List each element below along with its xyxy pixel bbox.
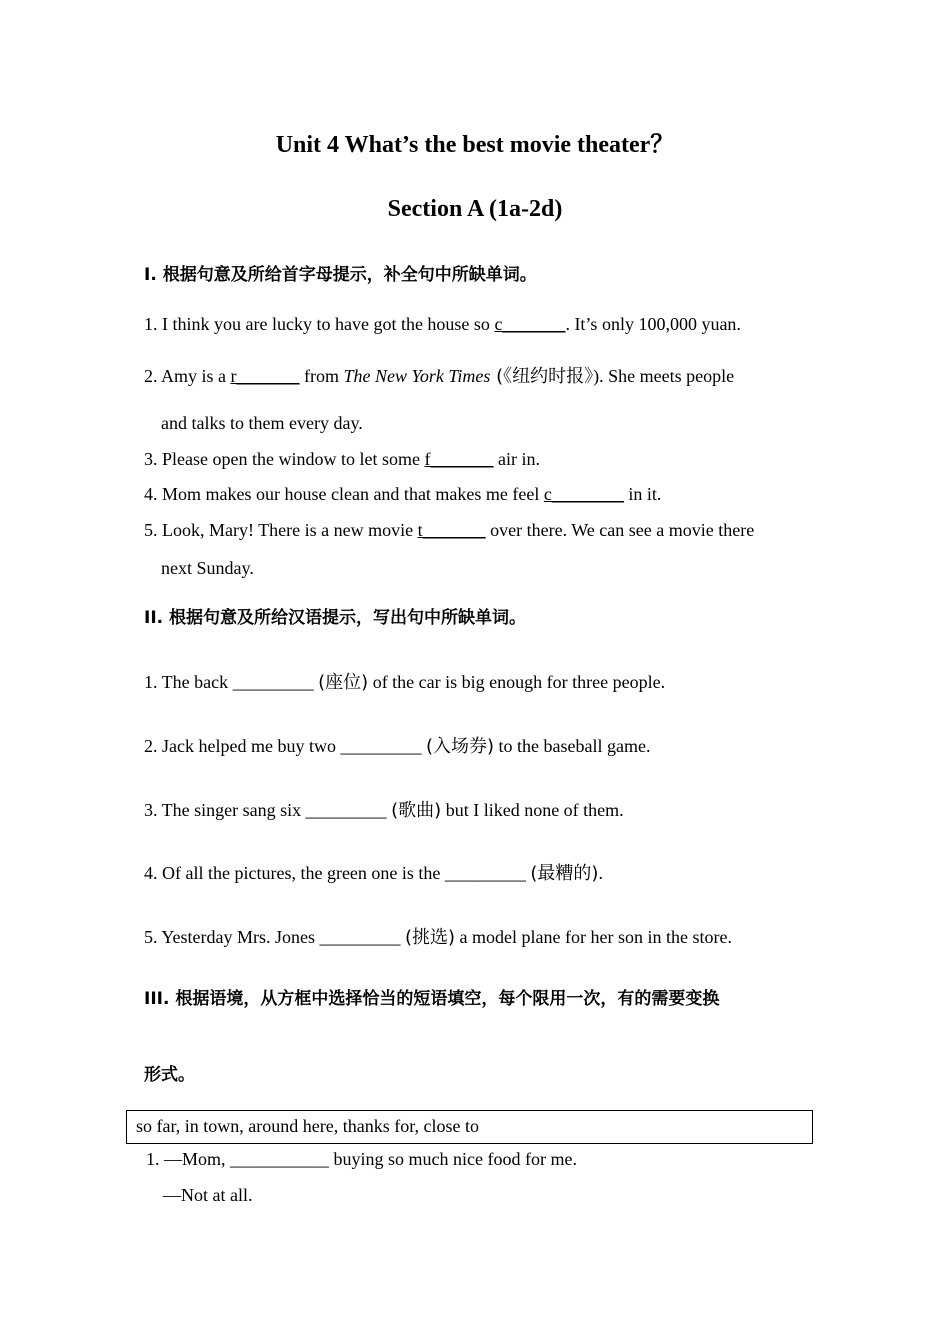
s1-question-4 <box>144 483 661 505</box>
section-3-heading-line-2: 形式。 <box>144 1065 195 1085</box>
s2-q1-chinese-hint: (座位) <box>318 672 369 693</box>
s1-q1-text-pre: 1. I think you are lucky to have got the house so <box>144 314 495 334</box>
s2-q2-text-pre: 2. Jack helped me buy two _________ <box>144 736 426 756</box>
s1-q5-text-pre: 5. Look, Mary! There is a new movie <box>144 520 418 540</box>
s1-q2-blank: r_______ <box>230 366 300 386</box>
s1-question-5 <box>144 519 754 541</box>
s1-q1-text-post: . It’s only 100,000 yuan. <box>565 314 741 334</box>
s2-q4-text-post: . <box>598 863 603 883</box>
page-title: Unit 4 What’s the best movie theater？ <box>275 132 675 158</box>
s1-q1-blank: c_______ <box>494 314 566 334</box>
s2-q3-text-pre: 3. The singer sang six _________ <box>144 800 392 820</box>
s2-q3-text-post: but I liked none of them. <box>441 800 624 820</box>
s1-question-5-line-2: next Sunday. <box>161 558 254 578</box>
s2-question-1 <box>144 671 665 694</box>
s1-q4-text-pre: 4. Mom makes our house clean and that makes me feel <box>144 484 544 504</box>
s2-q5-text-post: a model plane for her son in the store. <box>455 927 732 947</box>
s3-question-1-answer: —Not at all. <box>163 1185 253 1205</box>
s2-question-5 <box>144 926 732 949</box>
s1-q3-blank: f_______ <box>424 449 494 469</box>
phrase-box <box>126 1110 813 1144</box>
s2-q4-text-pre: 4. Of all the pictures, the green one is the _________ <box>144 863 531 883</box>
s2-q3-chinese-hint: (歌曲) <box>391 800 442 821</box>
s1-question-2 <box>144 365 734 388</box>
page-subtitle: Section A (1a-2d) <box>387 196 563 222</box>
s2-q5-text-pre: 5. Yesterday Mrs. Jones _________ <box>144 927 405 947</box>
s1-question-1 <box>144 313 741 335</box>
s1-q2-text-pre: 2. Amy is a <box>144 366 231 386</box>
s2-q5-chinese-hint: (挑选) <box>405 927 456 948</box>
s1-question-2-line-2: and talks to them every day. <box>161 413 363 433</box>
section-1-heading: I. 根据句意及所给首字母提示，补全句中所缺单词。 <box>144 265 537 285</box>
section-2-heading: II. 根据句意及所给汉语提示，写出句中所缺单词。 <box>144 608 527 628</box>
s2-question-4 <box>144 862 603 885</box>
section-3-heading-line-1: III. 根据语境，从方框中选择恰当的短语填空，每个限用一次，有的需要变换 <box>144 989 720 1009</box>
s3-question-1: 1. —Mom, ___________ buying so much nice food for me. <box>146 1149 577 1169</box>
s1-q3-text-pre: 3. Please open the window to let some <box>144 449 425 469</box>
s1-q4-text-post: in it. <box>623 484 662 504</box>
s2-q4-chinese-hint: (最糟的) <box>530 863 599 884</box>
s1-q2-chinese: (《纽约时报》 <box>490 366 594 387</box>
s2-q1-text-post: of the car is big enough for three people. <box>368 672 666 692</box>
s2-q2-text-post: to the baseball game. <box>494 736 651 756</box>
s2-q1-text-pre: 1. The back _________ <box>144 672 319 692</box>
s2-q2-chinese-hint: (入场券) <box>425 736 494 757</box>
s1-q3-text-post: air in. <box>493 449 540 469</box>
phrase-box-text: so far, in town, around here, thanks for, close to <box>136 1116 479 1136</box>
s2-question-3 <box>144 799 624 822</box>
s2-question-2 <box>144 735 650 758</box>
s1-q5-blank: t_______ <box>417 520 486 540</box>
s1-question-3 <box>144 448 540 470</box>
s1-q2-italic-title: The New York Times <box>343 366 491 386</box>
s1-q4-blank: c________ <box>543 484 624 504</box>
s1-q5-text-post: over there. We can see a movie there <box>485 520 755 540</box>
s1-q2-text-mid: from <box>299 366 344 386</box>
s1-q2-text-post: ). She meets people <box>593 366 735 386</box>
